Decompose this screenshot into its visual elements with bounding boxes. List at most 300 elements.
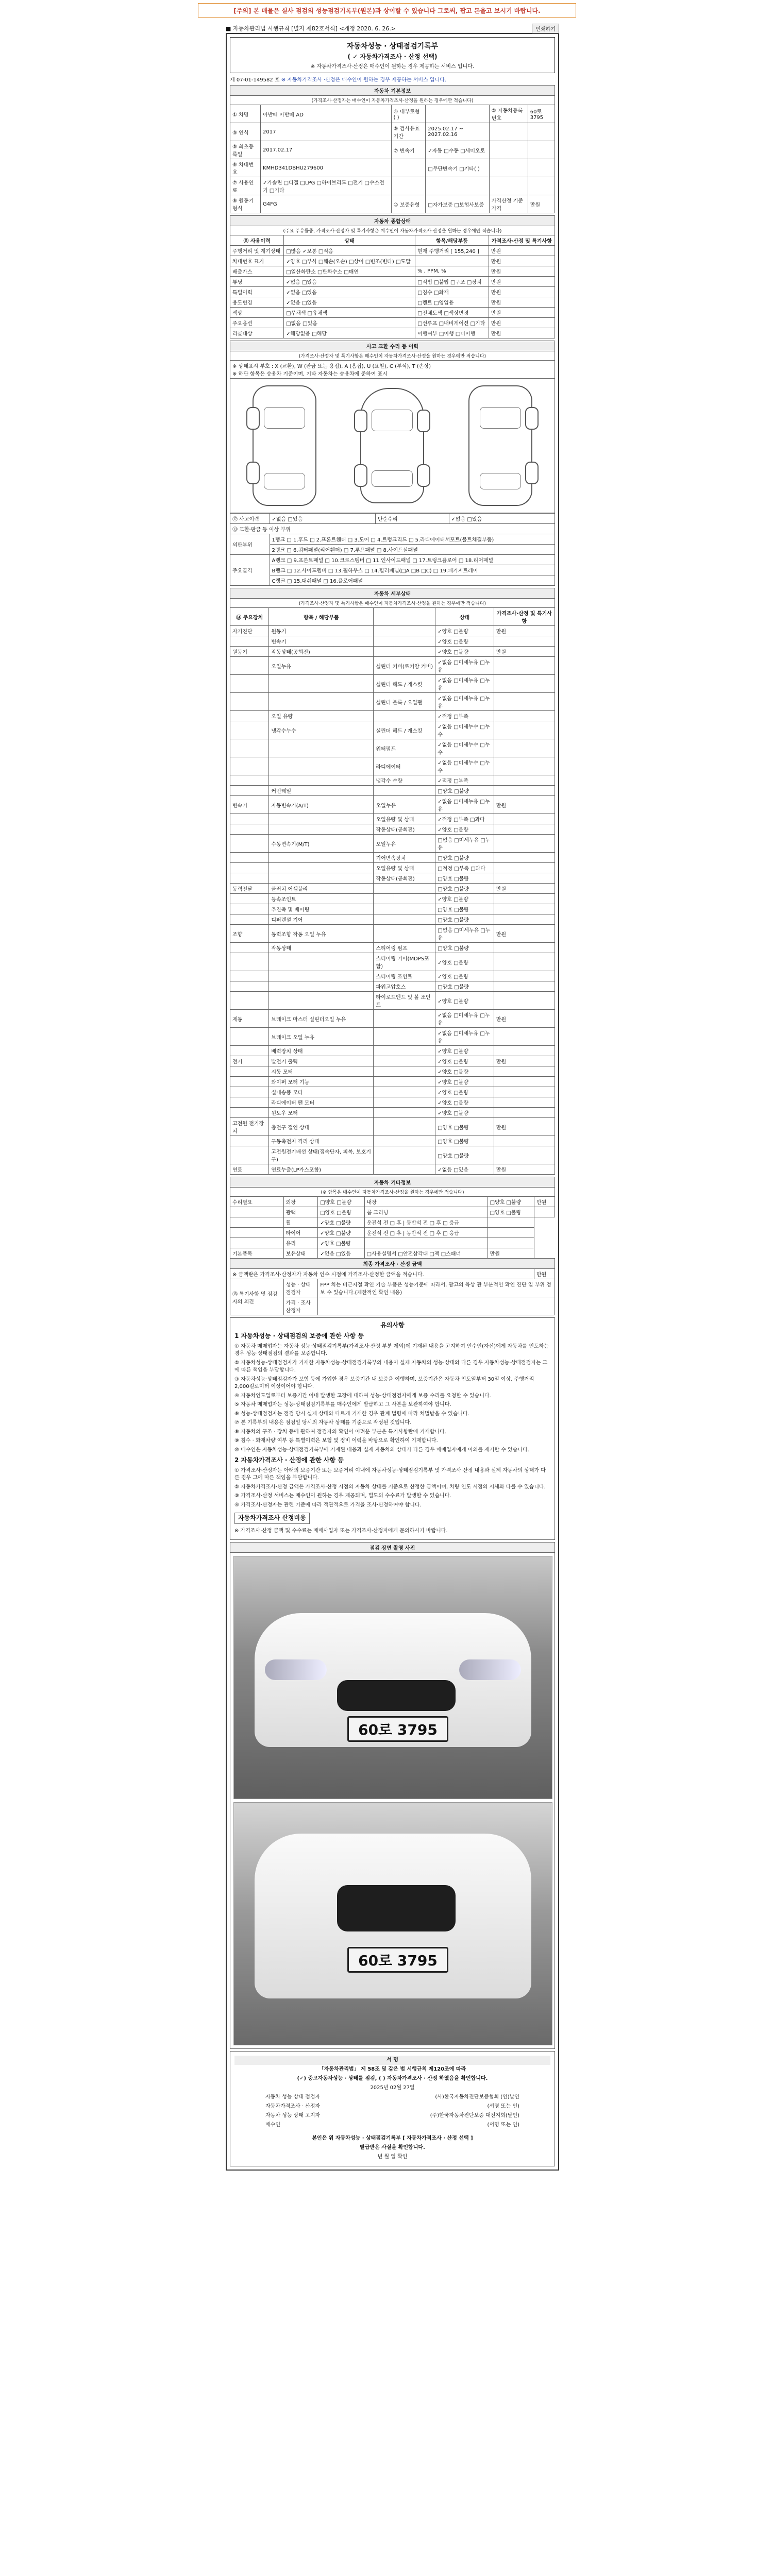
detail-row: [230, 1046, 555, 1056]
basic-row-cell: G4FG: [261, 195, 392, 213]
detail-row-cell: [494, 786, 554, 796]
basic-row-cell: ✓자동 □수동 □세미오토: [426, 141, 489, 159]
detail-row: [230, 739, 555, 757]
general-status-table: [230, 215, 555, 338]
sign-row-appraiser: [234, 2102, 550, 2111]
detail-row-cell: □양호 □불량: [435, 1136, 494, 1146]
general-row: [230, 277, 555, 287]
general-row-cell: 특별이력: [230, 287, 284, 297]
detail-row: [230, 626, 555, 636]
detail-row-cell: □양호 □불량: [435, 1118, 494, 1136]
outer-rank-2: 2랭크 □ 6.쿼터패널(리어휀더) □ 7.루프패널 □ 8.사이드실패널: [270, 545, 554, 555]
detail-row-cell: [494, 693, 554, 711]
option-row: [230, 1228, 555, 1238]
car-window-shape: [264, 473, 305, 489]
special-appraiser-value: [318, 1297, 555, 1315]
general-row-cell: [415, 256, 489, 266]
basic-row-cell: 60로3795: [528, 105, 554, 123]
detail-row-cell: [230, 1087, 269, 1097]
general-row-cell: 만원: [489, 287, 554, 297]
detail-row-cell: [494, 675, 554, 693]
option-row-cell: 기본품목: [230, 1248, 284, 1259]
general-rows: [230, 246, 555, 338]
detail-row-cell: 동력전달: [230, 884, 269, 894]
detail-row-cell: 타이로드엔드 및 볼 조인트: [374, 992, 435, 1010]
sign-date: 2025년 02월 27일: [370, 2085, 415, 2091]
detail-row-cell: ✓적정 □부족 □과다: [435, 814, 494, 824]
notice-item: ④ 자동차인도일로부터 보증기간 이내 발생한 고장에 대하여 성능·상태점검자에게 보증 수리를 요청할 수 있습니다.: [234, 1393, 491, 1399]
basic-row-cell: ⑤ 검사유효기간: [391, 123, 426, 141]
car-diagram: [230, 379, 555, 513]
detail-row-cell: ✓없음 □미세누유 □누유: [435, 796, 494, 814]
wheel-shape: [525, 462, 539, 484]
detail-row-cell: [494, 894, 554, 904]
detail-row: [230, 873, 555, 884]
detail-row-cell: ✓없음 □미세누유 □누유: [435, 657, 494, 675]
detail-row-cell: [494, 971, 554, 981]
general-row-cell: ✓양호 □부식 □훼손(오손) □상이 □변조(변타) □도말: [284, 256, 415, 266]
sign-foot-3: 년 월 일 확인: [377, 2154, 408, 2160]
detail-rows: [230, 626, 555, 1175]
option-row-cell: 수리필요: [230, 1197, 284, 1207]
general-row-cell: 용도변경: [230, 297, 284, 308]
simple-repair-value: ✓없음 □있음: [449, 514, 555, 524]
accident-note-1: ※ 상태표시 부호 : X (교환), W (판금 또는 용접), A (흠집), U (요철), C (부식), T (손상): [232, 364, 431, 369]
detail-row-cell: 작동상태: [269, 943, 374, 953]
detail-row-cell: [230, 1077, 269, 1087]
detail-row-cell: ✓양호 □불량: [435, 992, 494, 1010]
detail-row-cell: [374, 626, 435, 636]
detail-row: [230, 953, 555, 971]
option-row-cell: □사용설명서 □안전삼각대 □잭 □스패너: [364, 1248, 488, 1259]
general-head-item: 항목/해당부품: [415, 235, 489, 246]
detail-row-cell: 만원: [494, 1010, 554, 1028]
detail-row-cell: [230, 835, 269, 853]
detail-row-cell: 등속조인트: [269, 894, 374, 904]
sign-inspector-label: 자동차 성능 상태 점검자: [265, 2094, 321, 2100]
detail-row-cell: 라디에이터 팬 모터: [269, 1097, 374, 1108]
notice-item: ① 자동차 매매업자는 자동차 성능·상태점검기록부(가격조사·산정 부분 제외)에 기재된 내용을 고지하여 인수인(자신)에게 자동차를 인도하는 경우 성능·상태점검의 결과를 보증합니다.: [234, 1343, 549, 1357]
photo-cell: [230, 1553, 555, 2049]
detail-row-cell: [374, 1056, 435, 1066]
detail-row-cell: 냉각수 수량: [374, 775, 435, 786]
sign-notifier-value: (주)한국자동차진단보증 대전지회(날인): [430, 2113, 519, 2119]
detail-row-cell: □양호 □불량: [435, 853, 494, 863]
general-row: [230, 318, 555, 328]
detail-row-cell: [230, 894, 269, 904]
detail-row-cell: 자동변속기(A/T): [269, 796, 374, 814]
detail-row-cell: [269, 873, 374, 884]
general-head-price: 가격조사·산정 및 특기사항: [489, 235, 554, 246]
notice-heading-2: 2 자동차가격조사 · 산정에 관한 사항 등: [234, 1456, 344, 1464]
detail-row: [230, 914, 555, 925]
detail-row-cell: [494, 1087, 554, 1097]
detail-row-cell: [230, 675, 269, 693]
main-frame-label: 주요골격: [230, 555, 270, 586]
detail-row-cell: 수동변속기(M/T): [269, 835, 374, 853]
detail-row-cell: 작동상태(공회전): [269, 647, 374, 657]
detail-row-cell: 원동기: [269, 626, 374, 636]
detail-row-cell: [494, 873, 554, 884]
detail-row-cell: ✓양호 □불량: [435, 1077, 494, 1087]
notice-items-2: [234, 1467, 550, 1510]
notice-item: ⑧ 자동차의 구조 · 장치 등에 관하여 점검자의 확인이 어려운 부분은 특기사항란에 기재합니다.: [234, 1429, 446, 1435]
detail-row-cell: 배력장치 상태: [269, 1046, 374, 1056]
basic-row-cell: ⑦ 사용연료: [230, 177, 261, 195]
detail-row: [230, 853, 555, 863]
options-subnote: (※ 항목은 매수인이 자동차가격조사·산정을 원하는 경우에만 적습니다): [230, 1188, 555, 1197]
detail-row: [230, 1066, 555, 1077]
headlamp-shape: [459, 1659, 521, 1680]
basic-row-cell: ① 차명: [230, 105, 261, 123]
detail-row-cell: 오일유량 및 상태: [374, 863, 435, 873]
basic-row-cell: □무단변속기 □기타( ): [426, 159, 489, 177]
print-button[interactable]: 인쇄하기: [532, 24, 559, 33]
option-row-cell: ✓없음 □있음: [318, 1248, 364, 1259]
detail-row: [230, 894, 555, 904]
simple-repair-label: 단순수리: [375, 514, 449, 524]
detail-row-cell: [269, 757, 374, 775]
basic-row: [230, 105, 555, 123]
detail-row-cell: 오일누유: [269, 657, 374, 675]
option-row: [230, 1207, 555, 1217]
detail-row-cell: 파워고압호스: [374, 981, 435, 992]
detail-row-cell: [374, 894, 435, 904]
title-box: [230, 37, 555, 73]
sign-foot-2: 발급받은 사실을 확인합니다.: [360, 2145, 425, 2151]
detail-row-cell: [269, 739, 374, 757]
car-window-shape: [372, 410, 413, 431]
detail-row: [230, 636, 555, 647]
detail-row-cell: 오일누유: [374, 835, 435, 853]
detail-row-cell: 원동기: [230, 647, 269, 657]
record-wrapper: [226, 24, 559, 2171]
detail-row-cell: 구동축전지 격리 상태: [269, 1136, 374, 1146]
option-row-cell: ✓양호 □불량: [318, 1228, 364, 1238]
accident-note-2: ※ 하단 항목은 승용차 기준이며, 기타 자동차는 승용차에 준하여 표시: [232, 371, 388, 377]
detail-row: [230, 1118, 555, 1136]
basic-row: [230, 159, 555, 177]
general-row-cell: 만원: [489, 266, 554, 277]
detail-row-cell: ✓양호 □불량: [435, 971, 494, 981]
general-row-cell: □많음 ✓보통 □적음: [284, 246, 415, 256]
detail-row-cell: [374, 636, 435, 647]
detail-row-cell: □양호 □불량: [435, 943, 494, 953]
detail-row-cell: ✓없음 □미세누유 □누유: [435, 693, 494, 711]
detail-row-cell: □적정 □부족 □과다: [435, 863, 494, 873]
detail-row-cell: ✓양호 □불량: [435, 894, 494, 904]
accident-subnote: (가격조사·산정자 및 특기사항은 매수인이 자동차가격조사·산정을 원하는 경우에만 적습니다): [230, 351, 555, 361]
detail-row: [230, 981, 555, 992]
sign-line-1: 「자동차관리법」 제 58조 및 같은 법 시행규칙 제120조에 따라: [318, 2066, 466, 2073]
notice-title: 유의사항: [380, 1321, 405, 1329]
sign-inspector-value: (사)한국자동차진단보증협회 (인)날인: [435, 2094, 519, 2100]
option-row-cell: 휠: [283, 1217, 318, 1228]
detail-row: [230, 796, 555, 814]
detail-row-cell: [230, 873, 269, 884]
option-row-cell: 외장: [283, 1197, 318, 1207]
detail-row-cell: ✓양호 □불량: [435, 1108, 494, 1118]
detail-row-cell: 실린더 커버(로커암 커버): [374, 657, 435, 675]
detail-row-cell: [230, 904, 269, 914]
option-row-cell: 만원: [488, 1248, 534, 1259]
detail-row-cell: [269, 992, 374, 1010]
notice-item: ⑤ 자동차 매매업자는 성능·상태점검기록부를 매수인에게 발급하고 그 사본을 보관하여야 합니다.: [234, 1402, 451, 1408]
main-rank-a: A랭크 □ 9.프론트패널 □ 10.크로스멤버 □ 11.인사이드패널 □ 17.트렁크플로어 □ 18.리어패널: [270, 555, 554, 565]
detail-row-cell: ✓없음 □미세누수 □누수: [435, 757, 494, 775]
detail-row: [230, 992, 555, 1010]
detail-row-cell: [269, 814, 374, 824]
detail-row-cell: 추진축 및 베어링: [269, 904, 374, 914]
detail-row: [230, 835, 555, 853]
detail-row-cell: 연료: [230, 1164, 269, 1175]
detail-row-cell: [374, 1136, 435, 1146]
basic-row-cell: [391, 159, 426, 177]
general-row-cell: □적법 □불법 □구조 □장치: [415, 277, 489, 287]
option-row-cell: 타이어: [283, 1228, 318, 1238]
general-row-cell: □렌트 □영업용: [415, 297, 489, 308]
basic-row-cell: ⑦ 변속기: [391, 141, 426, 159]
detail-row-cell: [230, 657, 269, 675]
detail-row-cell: 윈도우 모터: [269, 1108, 374, 1118]
general-row-cell: 차대번호 표기: [230, 256, 284, 266]
notice-item: ③ 자동차성능·상태점검자가 보험 등에 가입한 경우 보증기간 내 보증을 이행하며, 보증기간은 자동차 인도일부터 30일 이상, 주행거리 2,000킬로미터 이상이어야 합니다.: [234, 1376, 534, 1390]
detail-row-cell: [269, 824, 374, 835]
detail-row-cell: [494, 1028, 554, 1046]
detail-row-cell: 실린더 헤드 / 개스킷: [374, 721, 435, 739]
detail-row: [230, 925, 555, 943]
sign-appraiser-label: 자동차가격조사 · 산정자: [265, 2104, 321, 2110]
detail-row: [230, 657, 555, 675]
page-subtitle: ( ✓ 자동차가격조사 · 산정 선택): [347, 53, 438, 60]
detail-row: [230, 904, 555, 914]
detail-row: [230, 1056, 555, 1066]
detail-row: [230, 721, 555, 739]
option-row-cell: [488, 1228, 534, 1238]
detail-row-cell: 변속기: [269, 636, 374, 647]
detail-row-cell: [269, 863, 374, 873]
option-row-cell: [230, 1217, 284, 1228]
detail-row-cell: [494, 853, 554, 863]
general-head-state: 상태: [284, 235, 415, 246]
detail-row-cell: 냉각수누수: [269, 721, 374, 739]
detail-row-cell: [230, 711, 269, 721]
detail-row-cell: ✓양호 □불량: [435, 824, 494, 835]
detail-row-cell: [230, 981, 269, 992]
detail-row-cell: 변속기: [230, 796, 269, 814]
general-row-cell: 튜닝: [230, 277, 284, 287]
detail-row-cell: [230, 775, 269, 786]
detail-row-cell: [494, 721, 554, 739]
detail-row-cell: 와이퍼 모터 기능: [269, 1077, 374, 1087]
special-label: ⑮ 특기사항 및 점검자의 의견: [230, 1279, 284, 1315]
sign-title: 서 명: [234, 2056, 550, 2065]
basic-row-cell: KMHD341DBHU279600: [261, 159, 392, 177]
basic-row: [230, 177, 555, 195]
car-window-shape: [480, 407, 521, 429]
option-row-cell: □양호 □불량: [488, 1207, 534, 1217]
detail-row: [230, 1136, 555, 1146]
basic-row: [230, 195, 555, 213]
general-row-cell: □전체도색 □색상변경: [415, 308, 489, 318]
photo-table: [230, 1542, 555, 2049]
detail-row-cell: 스티어링 조인트: [374, 971, 435, 981]
detail-row-cell: [230, 1097, 269, 1108]
detail-row-cell: 디퍼렌셜 기어: [269, 914, 374, 925]
car-window-shape: [480, 473, 521, 489]
detail-row-cell: 브레이크 오일 누유: [269, 1028, 374, 1046]
detail-row-cell: [374, 904, 435, 914]
general-row-cell: 만원: [489, 328, 554, 338]
other-info-table: [230, 1177, 555, 1315]
detail-row-cell: ✓없음 □미세누유 □누유: [435, 1010, 494, 1028]
detail-row: [230, 943, 555, 953]
detail-head-price: 가격조사·산정 및 특기사항: [494, 608, 554, 626]
detail-row-cell: [374, 914, 435, 925]
general-row-cell: 색상: [230, 308, 284, 318]
detail-row-cell: [230, 721, 269, 739]
option-row-cell: □양호 □불량: [488, 1197, 534, 1207]
car-front-photo-2: [233, 1802, 552, 2045]
detail-head-state: 상태: [435, 608, 494, 626]
detail-row-cell: [230, 992, 269, 1010]
option-row-cell: 보유상태: [283, 1248, 318, 1259]
detail-row: [230, 647, 555, 657]
detail-row: [230, 1164, 555, 1175]
detail-row-cell: [494, 814, 554, 824]
option-row: [230, 1197, 555, 1207]
detail-row-cell: ✓양호 □불량: [435, 1066, 494, 1077]
detail-row-cell: 클러치 어셈블리: [269, 884, 374, 894]
detail-head-part: [374, 608, 435, 626]
basic-row-cell: □자가보증 □보험사보증: [426, 195, 489, 213]
form-header: [226, 24, 559, 33]
detail-row: [230, 757, 555, 775]
detail-row-cell: [230, 757, 269, 775]
detail-row-cell: [230, 1046, 269, 1056]
detail-row-cell: [494, 914, 554, 925]
detail-row-cell: 자기진단: [230, 626, 269, 636]
general-row-cell: ✓없음 □있음: [284, 297, 415, 308]
outer-rank-1: 1랭크 □ 1.후드 □ 2.프론트휀더 □ 3.도어 □ 4.트렁크리드 □ 5.라디에이터서포트(볼트체결부품): [270, 534, 554, 545]
detail-row: [230, 814, 555, 824]
detail-row-cell: [494, 1108, 554, 1118]
page-title: 자동차성능 · 상태점검기록부: [346, 42, 439, 50]
detail-row-cell: [230, 739, 269, 757]
detail-row: [230, 775, 555, 786]
detail-row-cell: [494, 739, 554, 757]
detail-row-cell: [230, 1108, 269, 1118]
option-row-cell: 운전석 전 □ 후 | 동반석 전 □ 후 □ 응급: [364, 1228, 488, 1238]
detail-row-cell: ✓없음 □미세누수 □누수: [435, 721, 494, 739]
option-row-cell: 룸 크리닝: [364, 1207, 488, 1217]
wheel-shape: [417, 464, 430, 487]
detail-head-device: ⑭ 주요장치: [230, 608, 269, 626]
general-row-cell: ✓해당없음 □해당: [284, 328, 415, 338]
detail-row-cell: [269, 953, 374, 971]
detail-row-cell: [374, 1164, 435, 1175]
detail-row-cell: [494, 1046, 554, 1056]
detail-row-cell: [494, 863, 554, 873]
title-note: ※ 자동차가격조사·산정은 매수인이 원하는 경우 제공하는 서비스 입니다.: [310, 64, 475, 70]
inspection-sheet: [226, 33, 559, 2171]
detail-row-cell: 만원: [494, 796, 554, 814]
detail-row-cell: 스티어링 펌프: [374, 943, 435, 953]
basic-row-cell: 만원: [528, 195, 554, 213]
wheel-shape: [246, 407, 260, 430]
basic-row-cell: [489, 177, 528, 195]
sign-buyer-label: 매수인: [265, 2122, 280, 2128]
general-section-title: 자동차 종합상태: [230, 216, 555, 226]
detail-row-cell: 실린더 헤드 / 개스킷: [374, 675, 435, 693]
basic-row-cell: ⑩ 보증유형: [391, 195, 426, 213]
wheel-shape: [246, 462, 260, 484]
general-subnote: (주요 주유률중, 가격조사·산정자 및 특기사항은 매수인이 자동차가격조사·산정을 원하는 경우에만 적습니다): [230, 226, 555, 235]
option-row-cell: [488, 1238, 534, 1248]
basic-row-cell: [426, 105, 489, 123]
detail-row: [230, 1097, 555, 1108]
sign-appraiser-value: (서명 또는 인): [487, 2104, 519, 2110]
general-row-cell: ✓없음 □있음: [284, 287, 415, 297]
general-row-cell: ✓없음 □있음: [284, 277, 415, 287]
car-window-shape: [372, 470, 413, 487]
notice-item: ② 자동차성능·상태점검자가 기재한 자동차성능·상태점검기록부의 내용이 실제 자동차의 성능·상태와 다른 경우 자동차성능·상태점검자는 그에 따른 책임을 부담합니다.: [234, 1360, 548, 1374]
detail-row-cell: 기어변속장치: [374, 853, 435, 863]
detail-row: [230, 675, 555, 693]
detail-row-cell: ✓양호 □불량: [435, 636, 494, 647]
detail-row-cell: 실린더 블록 / 오일팬: [374, 693, 435, 711]
final-price-unit: 만원: [534, 1269, 555, 1279]
detail-row-cell: 오일누유: [374, 796, 435, 814]
car-left-side-diagram: [253, 385, 316, 506]
basic-row-cell: [426, 177, 489, 195]
general-row-cell: □선루프 □내비게이션 □기타: [415, 318, 489, 328]
notice-item: ① 가격조사·산정자는 아래의 보증기간 또는 보증거리 이내에 자동차성능·상태점검기록부 및 가격조사·산정 내용과 실제 자동차의 상태가 다른 경우 그에 따른 책임을 부담합니다.: [234, 1467, 546, 1481]
option-row: [230, 1238, 555, 1248]
notice-items: [234, 1343, 550, 1454]
outer-panel-label: 외판부위: [230, 534, 270, 555]
basic-row-cell: ⑧ 원동기형식: [230, 195, 261, 213]
detail-row-cell: [374, 1010, 435, 1028]
license-plate-1: 60로 3795: [347, 1716, 448, 1742]
detail-row-cell: [230, 824, 269, 835]
detail-row-cell: 만원: [494, 647, 554, 657]
detail-row-cell: [374, 1087, 435, 1097]
option-row-cell: [364, 1238, 488, 1248]
detail-row-cell: [494, 636, 554, 647]
basic-row-cell: 2025.02.17 ~ 2027.02.16: [426, 123, 489, 141]
detail-row-cell: ✓없음 □있음: [435, 1164, 494, 1175]
detail-row-cell: □양호 □불량: [435, 1146, 494, 1164]
detail-row-cell: 만원: [494, 1056, 554, 1066]
detail-row-cell: [230, 693, 269, 711]
general-row-cell: 만원: [489, 277, 554, 287]
detail-row-cell: [494, 775, 554, 786]
wheel-shape: [417, 410, 430, 432]
special-appraiser-label: 가격 · 조사산정자: [283, 1297, 318, 1315]
option-row-cell: ✓양호 □불량: [318, 1238, 364, 1248]
detail-row-cell: [374, 1146, 435, 1164]
notice-heading-1: 1 자동차성능 · 상태점검의 보증에 관한 사항 등: [234, 1332, 364, 1340]
general-row-cell: 만원: [489, 318, 554, 328]
general-row-cell: □일산화탄소 □탄화수소 □매연: [284, 266, 415, 277]
detail-row-cell: [269, 693, 374, 711]
detail-row-cell: [494, 711, 554, 721]
option-row-cell: 운전석 전 □ 후 | 동반석 전 □ 후 □ 응급: [364, 1217, 488, 1228]
detail-row-cell: ✓양호 □불량: [435, 953, 494, 971]
option-row-cell: □양호 □불량: [318, 1197, 364, 1207]
basic-row-cell: ⑤ 최초등록일: [230, 141, 261, 159]
